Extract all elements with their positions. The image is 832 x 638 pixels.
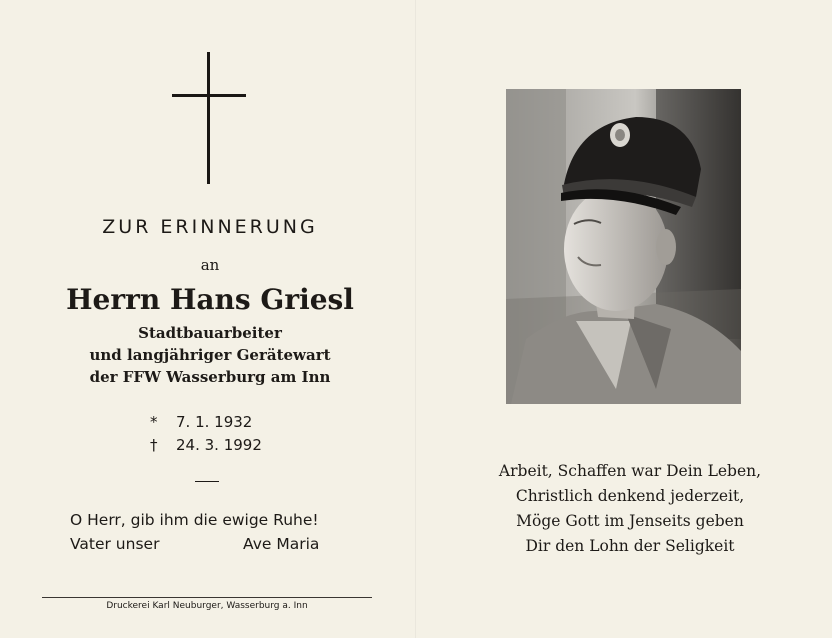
role-line-1: Stadtbauarbeiter (138, 324, 282, 342)
divider-dash (195, 481, 219, 482)
portrait-illustration (506, 89, 741, 404)
heading: ZUR ERINNERUNG (102, 216, 318, 238)
verse-line-4: Dir den Lohn der Seligkeit (525, 537, 735, 555)
death-date-line (150, 436, 262, 454)
birth-symbol: * (150, 413, 158, 431)
verse-line-1: Arbeit, Schaffen war Dein Leben, (498, 462, 762, 480)
cross-icon (172, 52, 246, 184)
role-line-3: der FFW Wasserburg am Inn (89, 368, 331, 386)
verse-line-3: Möge Gott im Jenseits geben (516, 512, 744, 530)
footer-rule (42, 597, 372, 598)
verse-line-2: Christlich denkend jederzeit, (515, 487, 745, 505)
vater-unser: Vater unser (70, 535, 160, 553)
death-symbol: † (150, 436, 158, 454)
role-line-2: und langjähriger Gerätewart (89, 346, 331, 364)
deceased-name: Herrn Hans Griesl (66, 283, 354, 316)
printer-credit: Druckerei Karl Neuburger, Wasserburg a. Inn (106, 601, 308, 611)
an-text: an (200, 256, 220, 274)
prayer-text: O Herr, gib ihm die ewige Ruhe! (70, 511, 319, 529)
ave-maria: Ave Maria (243, 535, 320, 553)
portrait-photo (506, 89, 741, 404)
birth-date: 7. 1. 1932 (176, 413, 253, 431)
birth-date-line (150, 413, 252, 431)
death-date: 24. 3. 1992 (176, 436, 262, 454)
fold-line (415, 0, 416, 638)
